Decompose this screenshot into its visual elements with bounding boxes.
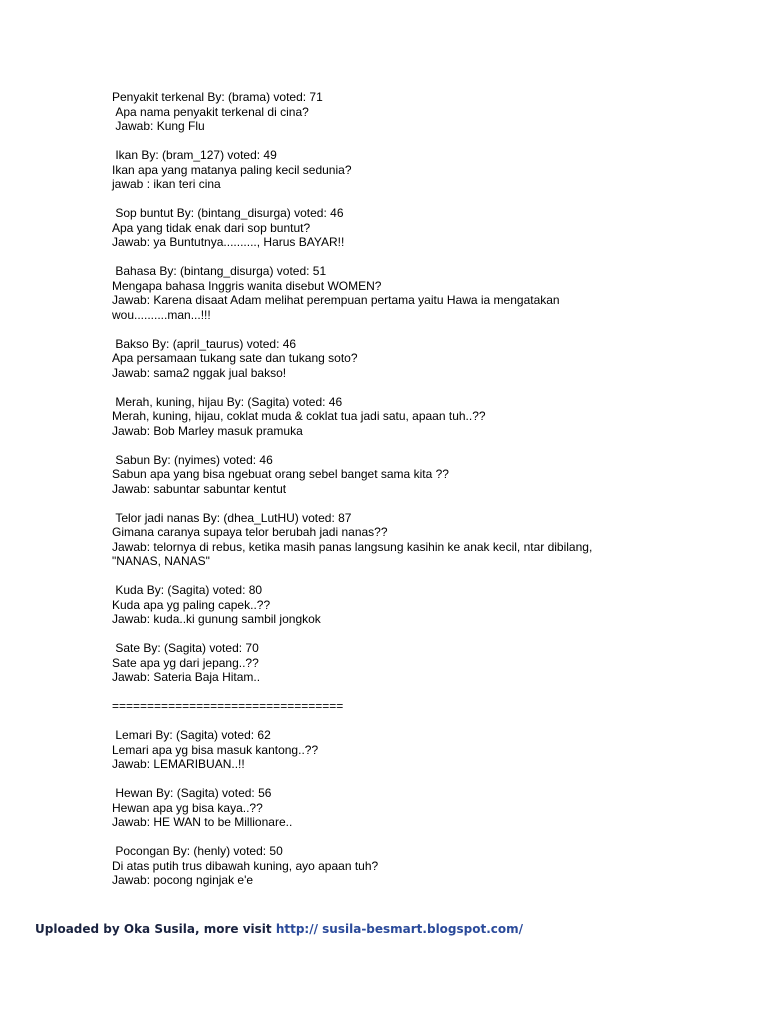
riddle-answer-line: Jawab: LEMARIBUAN..!! <box>112 757 245 771</box>
riddle-header: Pocongan By: (henly) voted: 50 <box>112 844 283 858</box>
separator-line: ================================= <box>112 699 344 713</box>
riddle-header: Hewan By: (Sagita) voted: 56 <box>112 786 272 800</box>
riddle-header: Telor jadi nanas By: (dhea_LutHU) voted: 87 <box>112 510 352 525</box>
riddles-part-1 <box>112 90 712 685</box>
riddle-answer-line: Jawab: ya Buntutnya.........., Harus BAYAR!! <box>112 235 345 249</box>
riddle-entry <box>112 337 712 381</box>
riddle-question-line: Hewan apa yg bisa kaya..?? <box>112 800 263 815</box>
riddle-question-line: Merah, kuning, hijau, coklat muda & coklat tua jadi satu, apaan tuh..?? <box>112 409 486 423</box>
riddle-question-line: Lemari apa yg bisa masuk kantong..?? <box>112 742 319 757</box>
riddle-answer-line: "NANAS, NANAS" <box>112 554 210 568</box>
riddle-answer-line: Jawab: sabuntar sabuntar kentut <box>112 481 287 496</box>
riddle-entry <box>112 511 712 569</box>
upload-footer <box>35 922 523 936</box>
riddle-header: Sop buntut By: (bintang_disurga) voted: 46 <box>112 206 344 220</box>
riddle-question-line: Sate apa yg dari jepang..?? <box>112 655 259 670</box>
riddle-entry <box>112 453 712 497</box>
document-body <box>112 90 712 902</box>
riddle-header: Merah, kuning, hijau By: (Sagita) voted: 46 <box>112 394 343 409</box>
riddle-header: Bakso By: (april_taurus) voted: 46 <box>112 336 297 351</box>
footer-text: Uploaded by Oka Susila, more visit <box>35 922 276 936</box>
riddle-entry <box>112 395 712 439</box>
blog-link[interactable]: http:// susila-besmart.blogspot.com/ <box>275 922 524 936</box>
riddle-question-line: Di atas putih trus dibawah kuning, ayo apaan tuh? <box>112 858 379 873</box>
riddle-answer-line: Jawab: pocong nginjak e'e <box>112 873 254 887</box>
riddle-header: Penyakit terkenal By: (brama) voted: 71 <box>112 90 323 104</box>
riddle-header: Sabun By: (nyimes) voted: 46 <box>112 452 273 467</box>
riddle-question-line: Ikan apa yang matanya paling kecil sedunia? <box>112 162 352 177</box>
riddle-question-line: Jawab: Karena disaat Adam melihat perempuan pertama yaitu Hawa ia mengatakan <box>112 293 560 307</box>
riddle-header: Bahasa By: (bintang_disurga) voted: 51 <box>112 264 327 278</box>
riddle-entry <box>112 728 712 772</box>
riddle-header: Kuda By: (Sagita) voted: 80 <box>112 583 263 597</box>
riddles-part-2 <box>112 728 712 888</box>
riddle-answer-line: wou..........man...!!! <box>112 307 211 322</box>
riddle-entry <box>112 148 712 192</box>
riddle-entry <box>112 90 712 134</box>
riddle-answer-line: Jawab: Kung Flu <box>112 119 205 133</box>
riddle-entry <box>112 844 712 888</box>
riddle-entry <box>112 264 712 322</box>
riddle-question-line: Apa persamaan tukang sate dan tukang soto? <box>112 351 358 365</box>
riddle-header: Ikan By: (bram_127) voted: 49 <box>112 148 277 162</box>
riddle-answer-line: Jawab: kuda..ki gunung sambil jongkok <box>112 612 321 626</box>
riddle-question-line: Mengapa bahasa Inggris wanita disebut WOMEN? <box>112 278 382 293</box>
riddle-entry <box>112 786 712 830</box>
riddle-entry <box>112 641 712 685</box>
riddle-question-line: Gimana caranya supaya telor berubah jadi nanas?? <box>112 525 388 539</box>
riddle-answer-line: Jawab: Sateria Baja Hitam.. <box>112 670 261 684</box>
riddle-question-line: Kuda apa yg paling capek..?? <box>112 597 271 612</box>
riddle-question-line: Jawab: telornya di rebus, ketika masih panas langsung kasihin ke anak kecil, ntar dibilang, <box>112 539 593 554</box>
riddle-question-line: Apa yang tidak enak dari sop buntut? <box>112 220 311 235</box>
riddle-question-line: Apa nama penyakit terkenal di cina? <box>112 104 309 119</box>
riddle-answer-line: Jawab: Bob Marley masuk pramuka <box>112 423 303 438</box>
riddle-answer-line: Jawab: sama2 nggak jual bakso! <box>112 365 287 380</box>
riddle-entry <box>112 206 712 250</box>
riddle-question-line: Sabun apa yang bisa ngebuat orang sebel banget sama kita ?? <box>112 467 449 481</box>
riddle-answer-line: jawab : ikan teri cina <box>112 177 221 191</box>
riddle-header: Lemari By: (Sagita) voted: 62 <box>112 728 271 742</box>
riddle-header: Sate By: (Sagita) voted: 70 <box>112 641 259 655</box>
riddle-entry <box>112 583 712 627</box>
riddle-answer-line: Jawab: HE WAN to be Millionare.. <box>112 815 293 829</box>
